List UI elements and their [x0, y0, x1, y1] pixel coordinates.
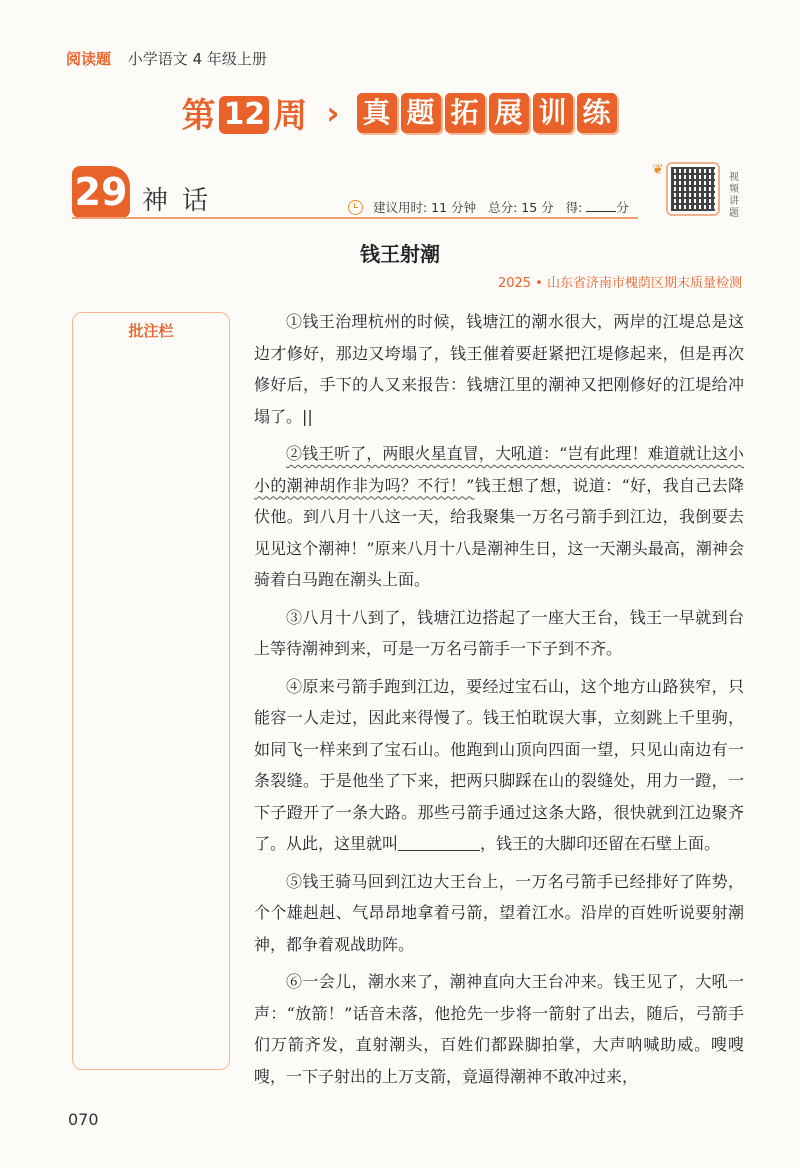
week-suffix: 周	[273, 96, 308, 136]
notes-column-label: 批注栏	[128, 322, 174, 340]
paragraph-1: ①钱王治理杭州的时候，钱塘江的潮水很大，两岸的江堤总是这边才修好，那边又垮塌了，钱王催着要赶紧把江堤修起来，但是再次修好后，手下的人又来报告：钱塘江里的潮神又把刚修好的江堤给冲塌了。||	[254, 312, 744, 426]
clock-icon	[348, 200, 363, 215]
wavy-underlined-text: ②钱王听了，两眼火星直冒，大吼道：“岂有此理！难道就让这小小的潮神胡作非为吗？不行！”	[254, 444, 744, 495]
paragraph-4	[254, 671, 744, 860]
total-score: 总分: 15 分	[488, 200, 554, 215]
banner-tile: 真	[357, 93, 397, 133]
banner-tile: 训	[533, 93, 573, 133]
chevron-right-icon: ›	[326, 93, 340, 132]
article-source: 2025 • 山东省济南市槐荫区期末质量检测	[497, 276, 742, 291]
qr-label: 视频讲题	[729, 172, 739, 219]
banner-tile: 题	[401, 93, 441, 133]
section-genre: 神话	[142, 186, 223, 216]
article-title: 钱王射潮	[360, 242, 440, 266]
score-unit: 分	[616, 200, 629, 215]
score-label: 得:	[565, 200, 583, 215]
paragraph-5: ⑤钱王骑马回到江边大王台上，一万名弓箭手已经排好了阵势，个个雄赳赳、气昂昂地拿着弓箭，望着江水。沿岸的百姓听说要射潮神，都争着观战助阵。	[254, 871, 744, 954]
week-number: 12	[219, 96, 269, 134]
fill-in-blank[interactable]	[398, 834, 480, 851]
paragraph-6: ⑥一会儿，潮水来了，潮神直向大王台冲来。钱王见了，大吼一声：“放箭！”话音未落，他抢先一步将一箭射了出去，随后，弓箭手们万箭齐发，直射潮头，百姓们都跺脚拍掌，大声呐喊助威。嗖嗖嗖，一下子射出的上万支箭，竟逼得潮神不敢冲过来，	[254, 972, 744, 1086]
notes-column[interactable]	[72, 312, 230, 1070]
banner-tile: 练	[577, 93, 617, 133]
banner-tile: 展	[489, 93, 529, 133]
header-book-title: 小学语文 4 年级上册	[127, 50, 267, 68]
score-blank	[586, 201, 616, 212]
week-label	[181, 88, 307, 137]
paragraph-3: ③八月十八到了，钱塘江边搭起了一座大王台，钱王一早就到台上等待潮神到来，可是一万名弓箭手一下子到不齐。	[254, 607, 744, 658]
section-divider	[72, 217, 638, 219]
week-banner	[0, 88, 800, 148]
section-number: 29	[72, 166, 130, 218]
paragraph-2	[254, 438, 744, 596]
section-meta	[348, 198, 629, 216]
page-number: 070	[68, 1110, 99, 1129]
page-header	[66, 48, 267, 69]
week-prefix: 第	[181, 96, 216, 136]
paragraph-4-part-a: ④原来弓箭手跑到江边，要经过宝石山，这个地方山路狭窄，只能容一人走过，因此来得慢了。钱王怕耽误大事，立刻跳上千里驹，如同飞一样来到了宝石山。他跑到山顶向四面一望，只见山南边有一条裂缝。于是他坐了下来，把两只脚踩在山的裂缝处，用力一蹬，一下子蹬开了一条大路。那些弓箭手通过这条大路，很快就到江边聚齐了。从此，这里就叫	[254, 676, 744, 853]
banner-tile: 拓	[445, 93, 485, 133]
header-tag: 阅读题	[66, 50, 112, 68]
qr-code[interactable]	[666, 162, 720, 216]
article-body	[254, 306, 744, 1098]
qr-code-pattern	[671, 167, 715, 211]
paragraph-4-part-b: ，钱王的大脚印还留在石壁上面。	[480, 834, 721, 853]
suggested-time: 建议用时: 11 分钟	[373, 200, 477, 215]
paragraph-2-rest: 钱王想了想，说道：“好，我自己去降伏他。到八月十八这一天，给我聚集一万名弓箭手到江边，我倒要去见见这个潮神！”原来八月十八是潮神生日，这一天潮头最高，潮神会骑着白马跑在潮头上面。	[254, 475, 744, 589]
sprout-icon: ❦	[652, 162, 664, 178]
